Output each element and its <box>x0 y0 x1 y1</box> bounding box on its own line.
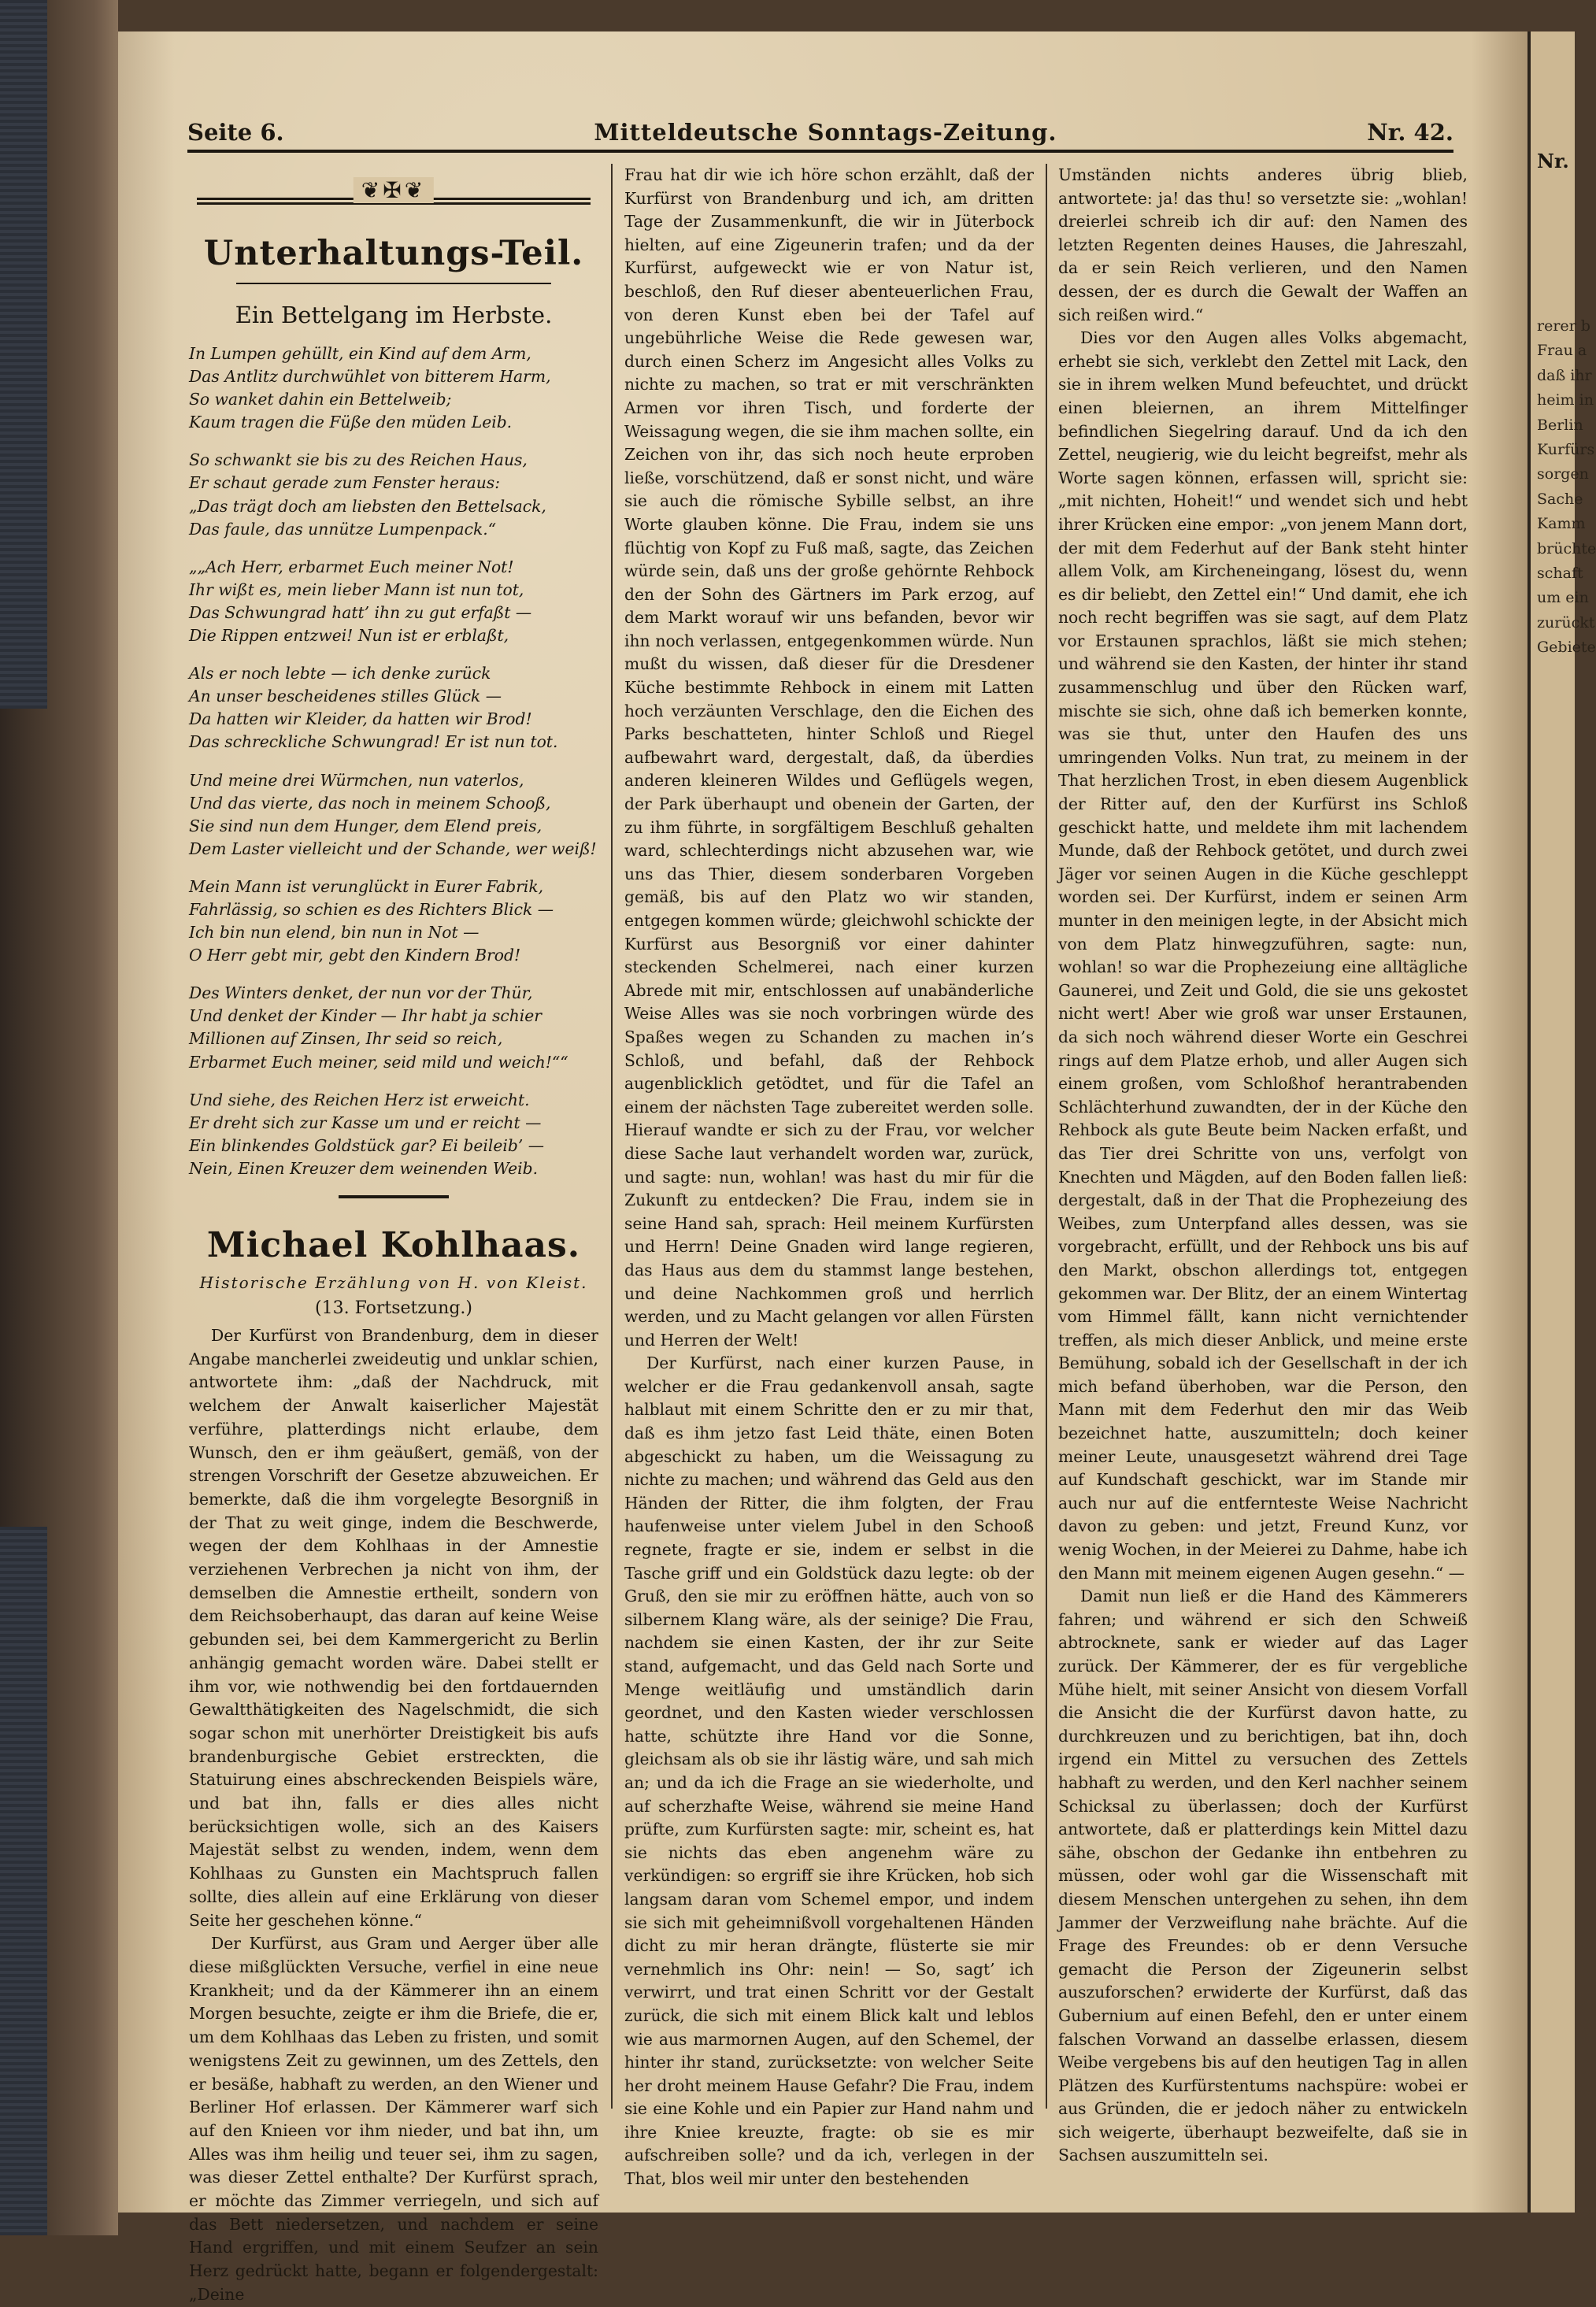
story-paragraph: Frau hat dir wie ich höre schon erzählt, daß der Kurfürst von Brandenburg und ich, am dritten Tage der Zusammenkunft, die wir in Jüterbock hielten, auf eine Zigeunerin trafen; und da der Kurfürst, aufgeweckt wie er von Natur ist, beschloß, den Ruf dieser abenteuerlichen Frau, von deren Kunst eben bei der Tafel auf ungebührliche Weise die Rede gewesen war, durch einen Scherz im Angesicht alles Volks zu nichte zu machen, so trat er mit verschränkten Armen vor ihren Tisch, und forderte der Weissagung wegen, die sie ihm machen sollte, ein Zeichen von ihr, das sich noch heute erproben ließe, vorschützend, daß er sonst nicht, und wäre sie auch die römische Sybille selbst, an ihre Worte glauben könne. Die Frau, indem sie uns flüchtig von Kopf zu Fuß maß, sagte, das Zeichen würde sein, daß uns der große gehörnte Rehbock den der Sohn des Gärtners im Park erzog, auf dem Markt worauf wir uns befanden, bevor wir ihn noch verlassen, entgegenkommen würde. Nun mußt du wissen, daß dieser für die Dresdener Küche bestimmte Rehbock in einem mit Latten hoch verzäunten Verschlage, den die Eichen des Parks beschatteten, hinter Schloß und Riegel aufbewahrt ward, dergestalt, daß, da überdies anderen kleineren Wildes und Geflügels wegen, der Park überhaupt und obenein der Garten, der zu ihm führte, in sorgfältigem Beschluß gehalten ward, schlechterdings nicht abzusehen war, wie uns das Thier, diesem sonderbaren Vorgeben gemäß, bis auf den Platz wo wir standen, entgegen kommen würde; gleichwohl schickte der Kurfürst aus Besorgniß vor einer dahinter steckenden Schelmerei, nach einer kurzen Abrede mit mir, entschlossen auf unabänderliche Weise Alles was sie noch vorbringen würde des Spaßes wegen zu Schanden zu machen in’s Schloß, und befahl, daß der Rehbock augenblicklich getödtet, und für die Tafel an einem der nächsten Tage zubereitet werden solle. Hierauf wandte er sich zu der Frau, vor welcher diese Sache laut verhandelt worden war, zurück, und sagte: nun, wohlan! was hast du mir für die Zukunft zu entdecken? Die Frau, indem sie in seine Hand sah, sprach: Heil meinem Kurfürsten und Herrn! Deine Gnaden wird lange regieren, das Haus aus dem du stammst lange bestehen, und deine Nachkommen groß und herrlich werden, und zu Macht gelangen vor allen Fürsten und Herren der Welt! <box>624 165 1034 1350</box>
adjacent-line-fragment: Frau a <box>1537 342 1587 360</box>
poem-line: Fahrlässig, so schien es des Richters Blick — <box>189 899 554 919</box>
poem-stanza <box>189 343 598 434</box>
issue-number: Nr. 42. <box>1367 119 1453 146</box>
poem-line: Da hatten wir Kleider, da hatten wir Brod! <box>189 709 532 729</box>
adjacent-line-fragment: heim in <box>1537 391 1594 409</box>
poem-line: Kaum tragen die Füße den müden Leib. <box>189 413 513 432</box>
adjacent-issue-fragment: Nr. <box>1537 150 1569 172</box>
poem-line: Das schreckliche Schwungrad! Er ist nun tot. <box>189 732 558 752</box>
story-paragraph: Der Kurfürst von Brandenburg, dem in dieser Angabe mancherlei zweideutig und unklar schien, antwortete ihm: „daß der Nachdruck, mit welchem der Anwalt kaiserlicher Majestät verführe, platterdings nicht erlaube, dem Wunsch, den er ihm geäußert, gemäß, von der strengen Vorschrift der Gesetze abzuweichen. Er bemerkte, daß die ihm vorgelegte Besorgniß in der That zu weit ginge, indem die Beschwerde, wegen der dem Kohlhaas in der Amnestie verziehenen Verbrechen ja nicht von ihm, der demselben die Amnestie ertheilt, sondern von dem Reichsoberhaupt, das daran auf keine Weise gebunden sei, bei dem Kammergericht zu Berlin anhängig gemacht worden wäre. Dabei stellt er ihm vor, wie nothwendig bei den fortdauernden Gewaltthätigkeiten des Nagelschmidt, die sich sogar schon mit unerhörter Dreistigkeit bis aufs brandenburgische Gebiet erstreckten, die Statuirung eines abschreckenden Beispiels wäre, und bat ihn, falls er dies alles nicht berücksichtigen wolle, sich an des Kaisers Majestät selbst zu wenden, indem, wenn dem Kohlhaas zu Gunsten ein Machtspruch fallen sollte, dies allein auf eine Erklärung von dieser Seite her geschehen könne.“ <box>189 1326 598 1930</box>
poem-stanza <box>189 769 598 861</box>
poem-line: An unser bescheidenes stilles Glück — <box>189 687 502 706</box>
poem-line: Die Rippen entzwei! Nun ist er erblaßt, <box>189 626 509 646</box>
poem-line: „Das trägt doch am liebsten den Bettelsack, <box>189 496 546 516</box>
poem-stanza <box>189 556 598 647</box>
story-installment: (13. Fortsetzung.) <box>315 1298 472 1318</box>
poem-line: Millionen auf Zinsen, Ihr seid so reich, <box>189 1029 503 1049</box>
poem-line: So schwankt sie bis zu des Reichen Haus, <box>189 450 528 470</box>
page-header <box>187 118 1453 153</box>
poem-line: In Lumpen gehüllt, ein Kind auf dem Arm, <box>189 344 531 363</box>
poem-line: O Herr gebt mir, gebt den Kindern Brod! <box>189 946 521 965</box>
story-title: Michael Kohlhaas. <box>206 1225 581 1265</box>
poem-line: Und das vierte, das noch in meinem Schooß, <box>189 793 551 813</box>
adjacent-line-fragment: Berlin <box>1537 416 1583 434</box>
poem-line: Und siehe, des Reichen Herz ist erweicht. <box>189 1090 530 1109</box>
adjacent-line-fragment: sorgen <box>1537 465 1589 483</box>
page-number: Seite 6. <box>187 119 284 146</box>
column-1 <box>189 177 598 2307</box>
poem-line: „„Ach Herr, erbarmet Euch meiner Not! <box>189 557 514 576</box>
poem-stanza <box>189 662 598 754</box>
adjacent-line-fragment: Kurfürs <box>1537 441 1595 459</box>
newspaper-title: Mitteldeutsche Sonntags-Zeitung. <box>594 119 1057 146</box>
poem-line: Dem Laster vielleicht und der Schande, wer weiß! <box>189 839 597 858</box>
section-underline <box>236 283 551 284</box>
poem-line: Und denket der Kinder — Ihr habt ja schier <box>189 1006 542 1026</box>
adjacent-line-fragment: Kamm <box>1537 515 1586 533</box>
newspaper-page <box>118 31 1527 2304</box>
poem-stanza <box>189 1089 598 1180</box>
story-subtitle: Historische Erzählung von H. von Kleist. <box>199 1273 588 1292</box>
adjacent-line-fragment: Sache <box>1537 490 1583 508</box>
adjacent-line-fragment: rerer b <box>1537 317 1590 335</box>
poem-line: Mein Mann ist verunglückt in Eurer Fabrik, <box>189 876 544 896</box>
book-binding <box>0 0 118 2235</box>
poem-line: Nein, Einen Kreuzer dem weinenden Weib. <box>189 1158 539 1178</box>
story-paragraph: Der Kurfürst, aus Gram und Aerger über alle diese mißglückten Versuche, verfiel in eine neue Krankheit; und da der Kämmerer ihn an einem Morgen besuchte, zeigte er ihm die Briefe, die er, um dem Kohlhaas das Leben zu fristen, und somit wenigstens Zeit zu gewinnen, um des Zettels, den er besäße, habhaft zu werden, an den Wiener und Berliner Hof erlassen. Der Kämmerer warf sich auf den Knieen vor ihm nieder, und bat ihn, um Alles was ihm heilig und teuer sei, ihm zu sagen, was dieser Zettel enthalte? Der Kurfürst sprach, er möchte das Zimmer verriegeln, und sich auf das Bett niedersetzen, und nachdem er seine Hand ergriffen, und mit einem Seufzer an sein Herz gedrückt hatte, begann er folgendergestalt: „Deine <box>189 1934 598 2304</box>
poem-line: Ein blinkendes Goldstück gar? Ei beileib’ — <box>189 1135 545 1155</box>
adjacent-line-fragment: brüchte <box>1537 539 1596 557</box>
poem-line: Als er noch lebte — ich denke zurück <box>189 664 491 683</box>
story-paragraph: Der Kurfürst, nach einer kurzen Pause, in welcher er die Frau gedankenvoll ansah, sagte halblaut mit einem Schritte den er zu mir that, daß es ihm jetzo fast Leid thäte, einen Boten abgeschickt zu haben, um die Weissagung zu nichte zu machen; und während das Geld aus den Händen der Ritter, die ihm folgten, der Frau haufenweise unter vielem Jubel in den Schooß regnete, fragte er sie, indem er selbst in die Tasche griff und ein Goldstück dazu legte: ob der Gruß, den sie mir zu eröffnen hätte, auch von so silbernem Klang wäre, als der seinige? Die Frau, nachdem sie einen Kasten, der ihr zur Seite stand, aufgemacht, und das Geld nach Sorte und Menge weitläufig und umständlich darin geordnet, und den Kasten wieder verschlossen hatte, schützte ihre Hand vor die Sonne, gleichsam als ob sie ihr lästig wäre, und sah mich an; und da ich die Frage an sie wiederholte, und auf scherzhafte Weise, während sie meine Hand prüfte, zum Kurfürsten sagte: mir, scheint es, hat sie nichts das eben angenehm wäre zu verkündigen: so ergriff sie ihre Krücken, hob sich langsam daran vom Schemel empor, und indem sie sich mit geheimnißvoll vorgehaltenen Händen dicht zu mir heran drängte, flüsterte sie mir vernehmlich ins Ohr: nein! — So, sagt’ ich verwirrt, und trat einen Schritt vor der Gestalt zurück, die sich mit einem Blick kalt und leblos wie aus marmornen Augen, auf den Schemel, der hinter ihr stand, zurücksetzte: von welcher Seite her droht meinem Hause Gefahr? Die Frau, indem sie eine Kohle und ein Papier zur Hand nahm und ihre Kniee kreuzte, fragte: ob sie es mir aufschreiben solle? und da ich, verlegen in der That, blos weil mir unter den bestehenden <box>624 1353 1034 2189</box>
section-title: Unterhaltungs-Teil. <box>203 234 584 273</box>
adjacent-line-fragment: um ein <box>1537 589 1589 607</box>
poem-line: Sie sind nun dem Hunger, dem Elend preis, <box>189 816 542 835</box>
adjacent-line-fragment: daß ihr <box>1537 366 1592 384</box>
ornament-flourish-icon: ❦✠❦ <box>354 177 434 203</box>
poem-line: Erbarmet Euch meiner, seid mild und weich!““ <box>189 1052 568 1072</box>
column-3 <box>1058 164 1468 2168</box>
poem-line: Ihr wißt es, mein lieber Mann ist nun tot, <box>189 580 524 599</box>
binding-cloth-top <box>0 0 47 709</box>
story-paragraph: Umständen nichts anderes übrig blieb, antwortete: ja! das thu! so versetzte sie: „wohlan! dreierlei schreib ich dir auf: den Namen des letzten Regenten deines Hauses, die Jahreszahl, da er sein Reich verlieren, und den Namen dessen, der es durch die Gewalt der Waffen an sich reißen wird.“ <box>1058 165 1468 324</box>
column-rule-1 <box>611 164 613 2109</box>
poem-stanza <box>189 876 598 967</box>
adjacent-text-fragments <box>1531 172 1596 661</box>
section-ornament <box>189 177 598 232</box>
column-rule-2 <box>1046 164 1047 2109</box>
adjacent-line-fragment: Gebiete <box>1537 639 1596 657</box>
poem-line: So wanket dahin ein Bettelweib; <box>189 390 452 409</box>
story-paragraph: Dies vor den Augen alles Volks abgemacht, erhebt sie sich, verklebt den Zettel mit Lack, den sie in ihrem welken Mund befeuchtet, und drückt einen bleiernen, an ihrem Mittelfinger befindlichen Siegelring darauf. Und da ich den Zettel, neugierig, wie du leicht begreifst, mehr als Worte sagen können, erfassen will, spricht sie: „mit nichten, Hoheit!“ und wendet sich und hebt ihrer Krücken eine empor: „von jenem Mann dort, der mit dem Federhut auf der Bank steht hinter allem Volk, am Kircheneingang, lösest du, wenn es dir beliebt, den Zettel ein!“ Und damit, ehe ich noch recht begriffen was sie sagt, auf dem Platz vor Erstaunen sprachlos, läßt sie mich stehen; und während sie den Kasten, der hinter ihr stand zusammenschlug und über den Rücken warf, mischte sie sich, ohne daß ich bemerken konnte, was sie thut, unter den Haufen des uns umringenden Volks. Nun trat, zu meinem in der That herzlichen Trost, in eben diesem Augenblick der Ritter auf, den der Kurfürst ins Schloß geschickt hatte, und meldete ihm mit lachendem Munde, daß der Rehbock getötet, und durch zwei Jäger vor seinen Augen in die Küche geschleppt worden sei. Der Kurfürst, indem er seinen Arm munter in den meinigen legte, in der Absicht mich von dem Platz hinwegzuführen, sagte: nun, wohlan! so war die Prophezeiung eine alltägliche Gaunerei, und Zeit und Gold, die sie uns gekostet nicht wert! Aber wie groß war unser Erstaunen, da sich noch während dieser Worte ein Geschrei rings auf dem Platze erhob, und aller Augen sich einem großen, vom Schloßhof herantrabenden Schlächterhund zuwandten, der in der Küche den Rehbock als gute Beute beim Nacken erfaßt, und das Tier drei Schritte von uns, verfolgt von Knechten und Mägden, auf den Boden fallen ließ: dergestalt, daß in der That die Prophezeiung des Weibes, zum Unterpfand alles dessen, was sie vorgebracht, erfüllt, und der Rehbock uns bis auf den Markt, obschon allerdings tot, entgegen gekommen war. Der Blitz, der an einem Wintertag vom Himmel fällt, kann nicht vernichtender treffen, als mich dieser Anblick, und meine erste Bemühung, sobald ich der Gesellschaft in der ich mich befand überhoben, war die Person, den Mann mit dem Federhut den mir das Weib bezeichnet hatte, auszumitteln; doch keiner meiner Leute, unausgesetzt während drei Tage auf Kundschaft geschickt, war im Stande mir auch nur auf die entfernteste Weise Nachricht davon zu geben: und jetzt, Freund Kunz, vor wenig Wochen, in der Meierei zu Dahme, habe ich den Mann mit meinem eigenen Augen gesehn.“ — <box>1058 328 1468 1583</box>
poem-line: Das Schwungrad hatt’ ihn zu gut erfaßt — <box>189 602 532 622</box>
binding-cloth-bottom <box>0 1527 47 2235</box>
divider <box>339 1195 449 1198</box>
poem-line: Er dreht sich zur Kasse um und er reicht — <box>189 1113 542 1132</box>
poem-line: Das faule, das unnütze Lumpenpack.“ <box>189 519 497 539</box>
adjacent-page-edge <box>1527 31 1596 2213</box>
column-2 <box>624 164 1034 2191</box>
poem-line: Das Antlitz durchwühlet von bitterem Harm, <box>189 367 551 387</box>
poem-stanza <box>189 449 598 540</box>
adjacent-line-fragment: schaft <box>1537 565 1583 583</box>
poem-line: Ich bin nun elend, bin nun in Not — <box>189 923 480 942</box>
poem-line: Des Winters denket, der nun vor der Thür, <box>189 983 533 1003</box>
poem-line: Er schaut gerade zum Fenster heraus: <box>189 473 501 493</box>
poem <box>189 343 598 1180</box>
poem-line: Und meine drei Würmchen, nun vaterlos, <box>189 770 524 790</box>
poem-stanza <box>189 982 598 1073</box>
story-paragraph: Damit nun ließ er die Hand des Kämmerers fahren; und während er sich den Schweiß abtrocknete, sank er wieder auf das Lager zurück. Der Kämmerer, der es für vergebliche Mühe hielt, mit seiner Ansicht von diesem Vorfall die Ansicht die der Kurfürst davon hatte, zu durchkreuzen und zu berichtigen, bat ihn, doch irgend ein Mittel zu versuchen des Zettels habhaft zu werden, und den Kerl nachher seinem Schicksal zu überlassen; doch der Kurfürst antwortete, daß er platterdings kein Mittel dazu sähe, obschon der Gedanke ihn entbehren zu müssen, oder wohl gar die Wissenschaft mit diesem Menschen untergehen zu sehen, ihn dem Jammer der Verzweiflung nahe brächte. Auf die Frage des Freundes: ob er denn Versuche gemacht die Person der Zigeunerin selbst auszuforschen? erwiderte der Kurfürst, daß das Gubernium auf einen Befehl, den er unter einem falschen Vorwand an dasselbe erlassen, diesem Weibe vergebens bis auf den heutigen Tag in allen Plätzen des Kurfürstentums nachspüre: wobei er aus Gründen, die er jedoch näher zu entwickeln sich weigerte, überhaupt bezweifelte, daß sie in Sachsen auszumitteln sei. <box>1058 1587 1468 2165</box>
poem-title: Ein Bettelgang im Herbste. <box>235 302 553 328</box>
adjacent-line-fragment: zurückt <box>1537 613 1595 631</box>
